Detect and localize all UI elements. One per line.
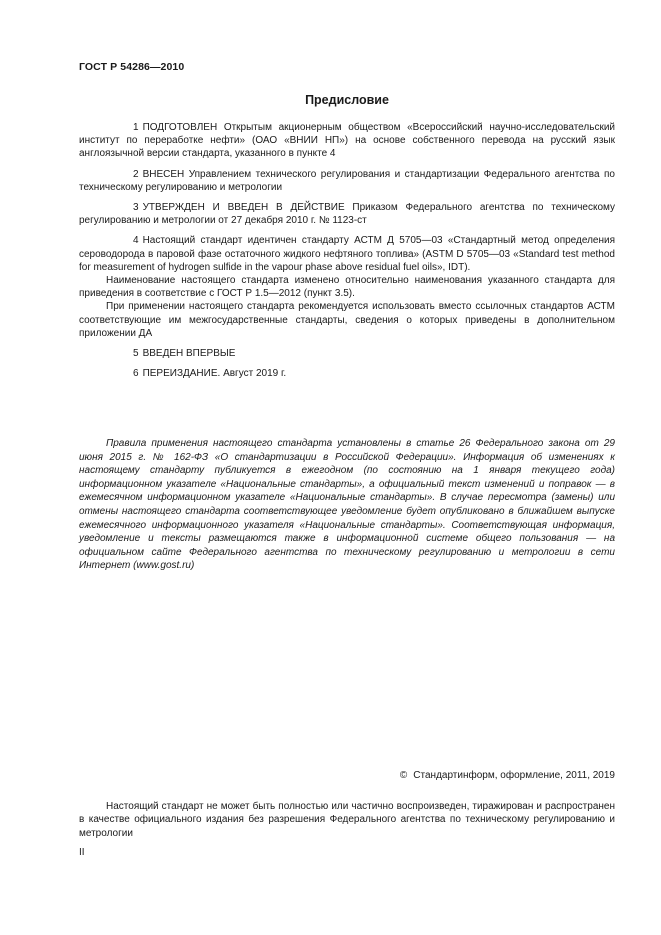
application-rules-notice: Правила применения настоящего стандарта установлены в статье 26 Федерального закона от 29 июня 2015 г. № 162-ФЗ «О стандартизации в Российской Федерации». Информация об изменениях к настоящему стандарту публикуется в ежегодном (по состоянию на 1 января текущего года) информационном указателе «Национальные стандарты», а официальный текст изменений и поправок — в ежемесячном информационном указателе «Национальные стандарты». В случае пересмотра (замены) или отмены настоящего стандарта соответствующее уведомление будет опубликовано в ближайшем выпуске ежемесячного информационного указателя «Национальные стандарты». Соответствующая информация, уведомление и тексты размещаются также в информационной системе общего пользования — на официальном сайте Федерального агентства по техническому регулированию и метрологии в сети Интернет (www.gost.ru)	[79, 438, 615, 572]
item-number: 2	[133, 168, 139, 180]
foreword-item-6	[79, 367, 615, 380]
item-number: 1	[133, 122, 139, 133]
item-4-reference-note: При применении настоящего стандарта рекомендуется использовать вместо ссылочных стандартов АСТМ соответствующие им межгосударственные стандарты, сведения о которых приведены в дополнительном приложении ДА	[79, 301, 615, 339]
foreword-item-4	[79, 234, 615, 274]
item-number: 3	[133, 202, 139, 214]
foreword-body	[79, 121, 615, 380]
item-4-name-change-note: Наименование настоящего стандарта изменено относительно наименования указанного стандарта для приведения в соответствие с ГОСТ Р 1.5—2012 (пункт 3.5).	[79, 275, 615, 300]
item-text: ПОДГОТОВЛЕН Открытым акционерным обществом «Всероссийский научно-исследовательский институт по переработке нефти» (ОАО «ВНИИ НП») на основе собственного перевода на русский язык англоязычной версии стандарта, указанного в пункте 4	[79, 122, 615, 160]
item-text: УТВЕРЖДЕН И ВВЕДЕН В ДЕЙСТВИЕ Приказом Федерального агентства по техническому регулированию и метрологии от 27 декабря 2010 г. № 1123-ст	[79, 202, 615, 227]
item-number: 5	[133, 348, 139, 360]
copyright-text: Стандартинформ, оформление, 2011, 2019	[413, 770, 615, 781]
foreword-item-2	[79, 168, 615, 194]
item-text: Настоящий стандарт идентичен стандарту АСТМ Д 5705—03 «Стандартный метод определения сероводорода в паровой фазе остаточного жидкого нефтяного топлива» (ASTM D 5705—03 «Standard test method for measurement of hydrogen sulfide in the vapour phase above residual fuel oils», IDT).	[79, 235, 615, 273]
copyright-line	[400, 770, 615, 781]
reproduction-notice: Настоящий стандарт не может быть полностью или частично воспроизведен, тиражирован и распространен в качестве официального издания без разрешения Федерального агентства по техническому регулированию и метрологии	[79, 801, 615, 839]
item-number: 4	[133, 235, 139, 247]
item-text: ВВЕДЕН ВПЕРВЫЕ	[142, 348, 236, 360]
item-text: ПЕРЕИЗДАНИЕ. Август 2019 г.	[142, 368, 287, 380]
document-code: ГОСТ Р 54286—2010	[79, 61, 185, 73]
item-text: ВНЕСЕН Управлением технического регулирования и стандартизации Федерального агентства по техническому регулированию и метрологии	[79, 168, 615, 193]
page-number: II	[79, 847, 85, 858]
foreword-item-1	[79, 121, 615, 161]
copyright-icon: ©	[399, 770, 408, 781]
item-number: 6	[133, 368, 139, 380]
foreword-item-3	[79, 201, 615, 227]
foreword-item-5	[79, 347, 615, 360]
page-title: Предисловие	[305, 93, 389, 107]
